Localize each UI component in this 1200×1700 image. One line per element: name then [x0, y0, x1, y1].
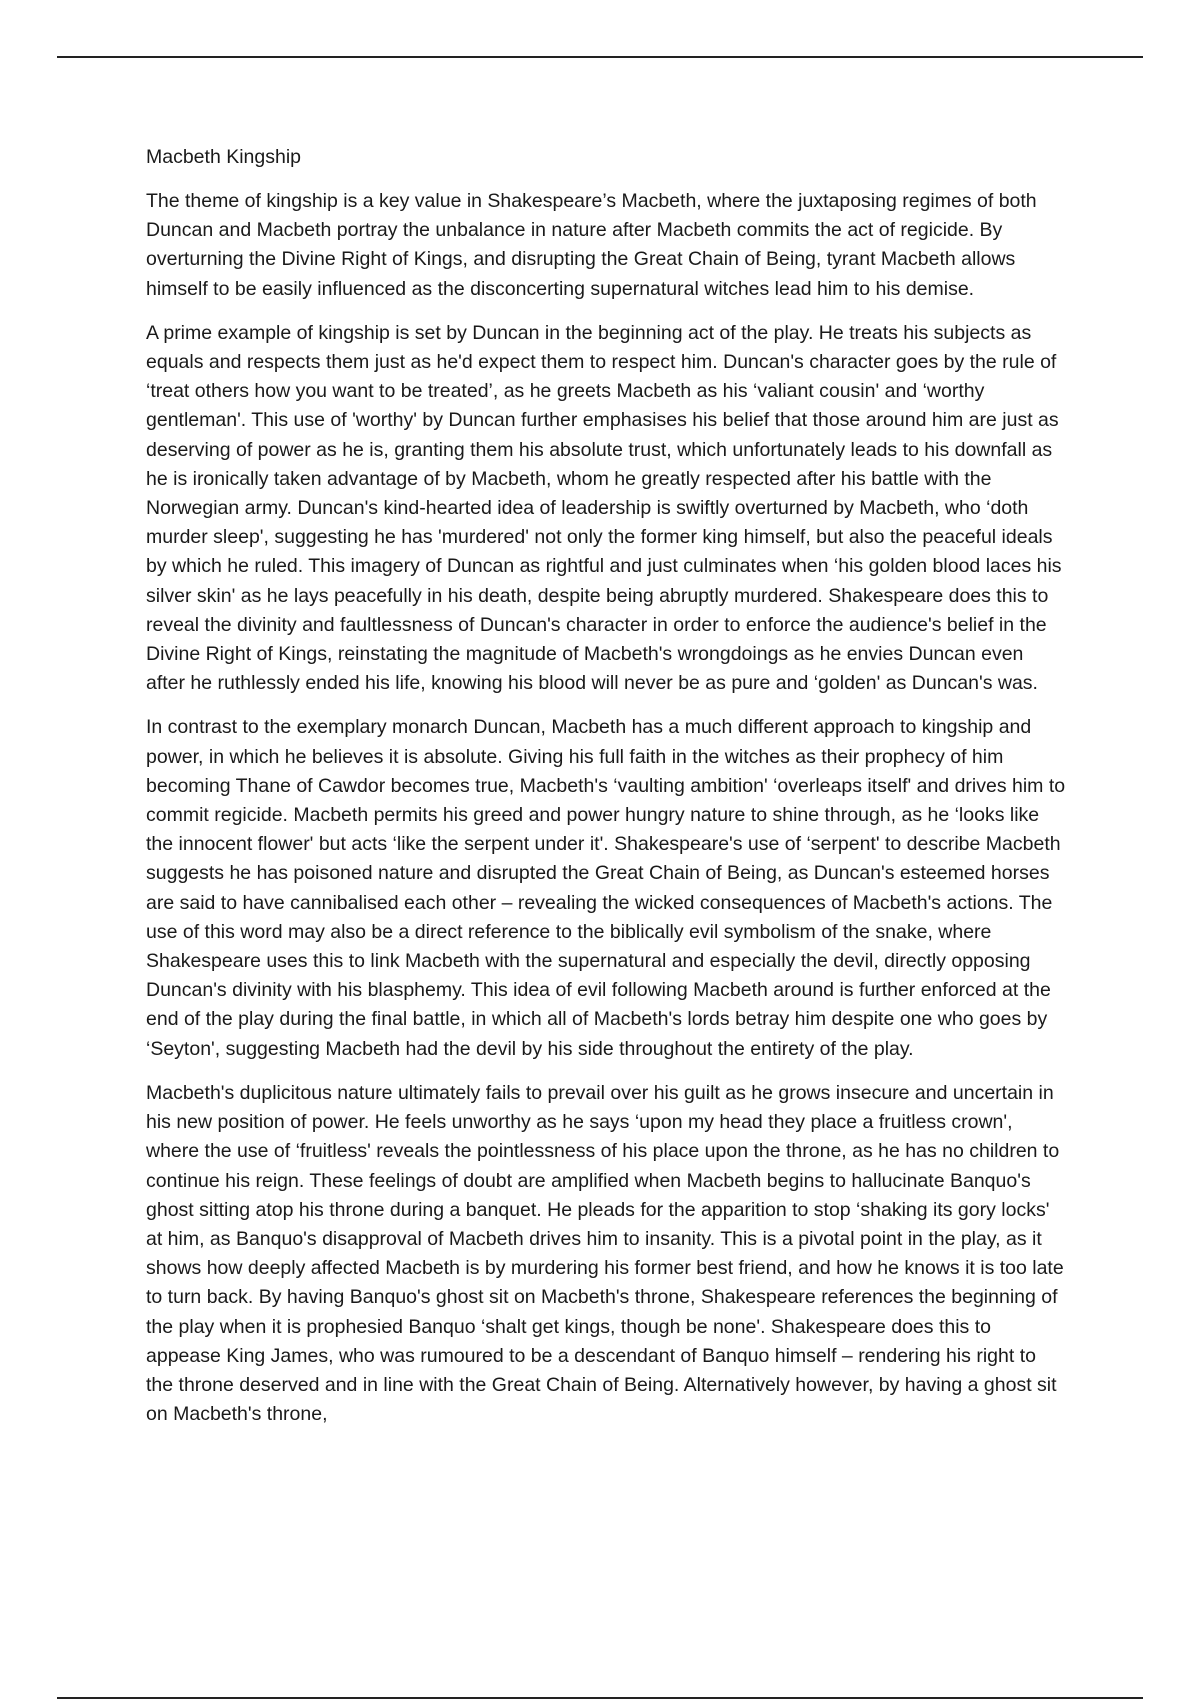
header-rule [57, 56, 1143, 58]
paragraph-macbeth-guilt: Macbeth's duplicitous nature ultimately fails to prevail over his guilt as he grows insecure and uncertain in his new position of power. He feels unworthy as he says ‘upon my head they place a fruitless crown', where the use of ‘fruitless' reveals the pointlessness of his place upon the throne, as he has no children to continue his reign. These feelings of doubt are amplified when Macbeth begins to hallucinate Banquo's ghost sitting atop his throne during a banquet. He pleads for the apparition to stop ‘shaking its gory locks' at him, as Banquo's disapproval of Macbeth drives him to insanity. This is a pivotal point in the play, as it shows how deeply affected Macbeth is by murdering his former best friend, and how he knows it is too late to turn back. By having Banquo's ghost sit on Macbeth's throne, Shakespeare references the beginning of the play when it is prophesied Banquo ‘shalt get kings, though be none'. Shakespeare does this to appease King James, who was rumoured to be a descendant of Banquo himself – rendering his right to the throne deserved and in line with the Great Chain of Being. Alternatively however, by having a ghost sit on Macbeth's throne, [146, 1081, 1064, 1426]
document-page [146, 143, 1066, 1444]
paragraph-duncan: A prime example of kingship is set by Duncan in the beginning act of the play. He treats his subjects as equals and respects them just as he'd expect them to respect him. Duncan's character goes by the rule of ‘treat others how you want to be treated’, as he greets Macbeth as his ‘valiant cousin' and ‘worthy gentleman'. This use of 'worthy' by Duncan further emphasises his belief that those around him are just as deserving of power as he is, granting them his absolute trust, which unfortunately leads to his downfall as he is ironically taken advantage of by Macbeth, whom he greatly respected after his battle with the Norwegian army. Duncan's kind-hearted idea of leadership is swiftly overturned by Macbeth, who ‘doth murder sleep', suggesting he has 'murdered' not only the former king himself, but also the peaceful ideals by which he ruled. This imagery of Duncan as rightful and just culminates when ‘his golden blood laces his silver skin' as he lays peacefully in his death, despite being abruptly murdered. Shakespeare does this to reveal the divinity and faultlessness of Duncan's character in order to enforce the audience's belief in the Divine Right of Kings, reinstating the magnitude of Macbeth's wrongdoings as he envies Duncan even after he ruthlessly ended his life, knowing his blood will never be as pure and ‘golden' as Duncan's was. [146, 321, 1062, 695]
footer-rule [57, 1697, 1143, 1699]
paragraph-macbeth-contrast: In contrast to the exemplary monarch Duncan, Macbeth has a much different approach to kingship and power, in which he believes it is absolute. Giving his full faith in the witches as their prophecy of him becoming Thane of Cawdor becomes true, Macbeth's ‘vaulting ambition' ‘overleaps itself' and drives him to commit regicide. Macbeth permits his greed and power hungry nature to shine through, as he ‘looks like the innocent flower' but acts ‘like the serpent under it'. Shakespeare's use of ‘serpent' to describe Macbeth suggests he has poisoned nature and disrupted the Great Chain of Being, as Duncan's esteemed horses are said to have cannibalised each other – revealing the wicked consequences of Macbeth's actions. The use of this word may also be a direct reference to the biblically evil symbolism of the snake, where Shakespeare uses this to link Macbeth with the supernatural and especially the devil, directly opposing Duncan's divinity with his blasphemy. This idea of evil following Macbeth around is further enforced at the end of the play during the final battle, in which all of Macbeth's lords betray him despite one who goes by ‘Seyton', suggesting Macbeth had the devil by his side throughout the entirety of the play. [146, 716, 1066, 1060]
document-title: Macbeth Kingship [146, 146, 302, 168]
paragraph-introduction: The theme of kingship is a key value in Shakespeare’s Macbeth, where the juxtaposing regimes of both Duncan and Macbeth portray the unbalance in nature after Macbeth commits the act of regicide. By overturning the Divine Right of Kings, and disrupting the Great Chain of Being, tyrant Macbeth allows himself to be easily influenced as the disconcerting supernatural witches lead him to his demise. [146, 190, 1037, 300]
